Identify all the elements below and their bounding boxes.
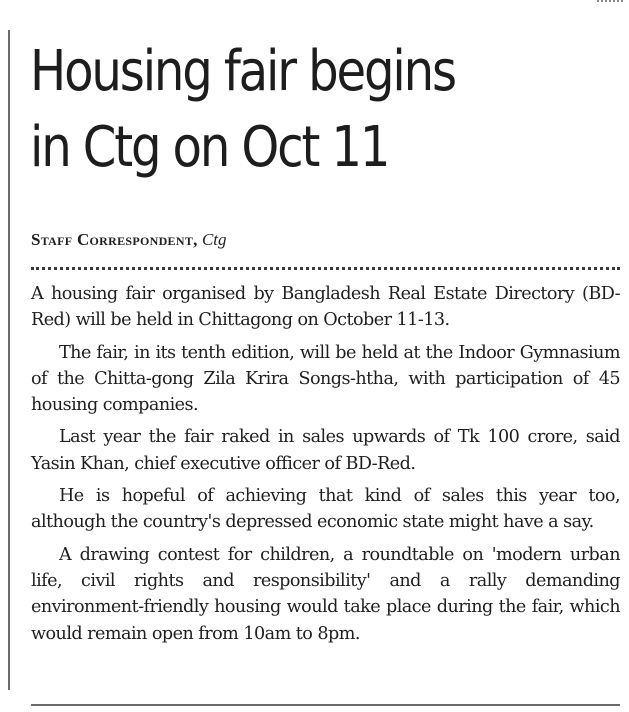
headline-line-1: Housing fair begins <box>30 39 455 104</box>
paragraph-4: He is hopeful of achieving that kind of sales this year too, although the country's depressed economic state might have a say. <box>31 486 620 533</box>
byline <box>31 230 227 250</box>
paragraph-2: The fair, in its tenth edition, will be held at the Indoor Gymnasium of the Chitta-gong Zila Krira Songs-htha, with participation of 45 housing companies. <box>31 342 620 416</box>
article-body <box>31 281 620 653</box>
byline-place: Ctg <box>201 230 227 249</box>
paragraph-5: A drawing contest for children, a roundtable on 'modern urban life, civil rights and responsibility' and a rally demanding environment-friendly housing would take place during the fair, which would remain open from 10am to 8pm. <box>31 544 620 644</box>
headline <box>30 34 537 186</box>
paragraph-3: Last year the fair raked in sales upwards of Tk 100 crore, said Yasin Khan, chief executive officer of BD-Red. <box>31 427 620 474</box>
column-left-rule <box>8 30 10 690</box>
headline-line-2: in Ctg on Oct 11 <box>30 115 389 180</box>
top-dotted-rule <box>597 0 623 5</box>
byline-role: Staff Correspondent, <box>31 230 198 249</box>
bottom-rule <box>31 704 620 706</box>
byline-dotted-rule <box>31 267 620 270</box>
paragraph-1: A housing fair organised by Bangladesh Real Estate Directory (BD-Red) will be held in Chittagong on October 11-13. <box>31 284 620 331</box>
